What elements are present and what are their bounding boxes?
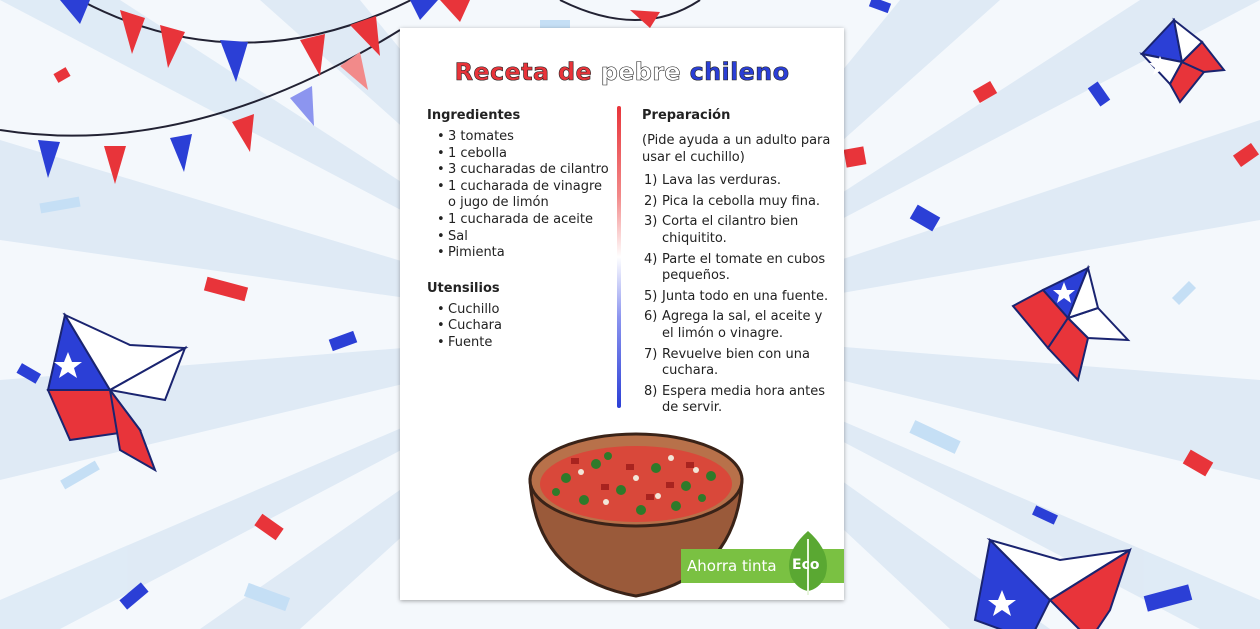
step-item xyxy=(642,289,837,306)
ingredient-item: • Sal xyxy=(427,229,612,246)
preparation-column xyxy=(642,108,837,421)
title-part-receta: Receta xyxy=(454,58,550,86)
preparation-note: (Pide ayuda a un adulto para usar el cuchillo) xyxy=(642,133,831,165)
step-item xyxy=(642,384,837,417)
recipe-card xyxy=(400,28,844,600)
eco-badge-text: Ahorra tinta xyxy=(687,557,777,575)
utensil-item: • Cuchara xyxy=(427,318,612,335)
step-number: 7) xyxy=(644,346,658,362)
utensils-heading: Utensilios xyxy=(427,280,500,296)
step-number: 2) xyxy=(644,193,658,209)
step-text: Pica la cebolla muy fina. xyxy=(662,193,821,209)
ingredient-item: • 1 cucharada de aceite xyxy=(427,212,612,229)
utensil-item: • Fuente xyxy=(427,335,612,352)
step-item xyxy=(642,194,837,211)
step-number: 8) xyxy=(644,383,658,399)
step-number: 3) xyxy=(644,214,658,230)
ingredient-item: • 3 tomates xyxy=(427,129,612,146)
step-text: Agrega la sal, el aceite y el limón o vinagre. xyxy=(662,309,823,341)
steps-list xyxy=(642,173,837,417)
step-text: Espera media hora antes de servir. xyxy=(662,383,826,416)
ingredient-item: • Pimienta xyxy=(427,245,612,262)
ingredient-item: • 1 cebolla xyxy=(427,146,612,163)
eco-badge xyxy=(681,549,844,583)
title-part-chileno: chileno xyxy=(689,58,790,86)
ingredient-item: • 1 cucharada de vinagre o jugo de limón xyxy=(427,179,612,212)
step-item xyxy=(642,173,837,190)
step-number: 6) xyxy=(644,309,658,325)
preparation-heading: Preparación xyxy=(642,108,731,123)
step-item xyxy=(642,214,837,247)
ingredient-item: • 3 cucharadas de cilantro xyxy=(427,162,612,179)
pinwheel-right-bottom xyxy=(975,540,1130,629)
recipe-title xyxy=(400,58,844,86)
ingredients-list xyxy=(427,129,612,262)
column-divider xyxy=(617,106,621,408)
title-part-de: de xyxy=(549,58,601,86)
ingredients-column xyxy=(427,108,612,352)
utensil-item: • Cuchillo xyxy=(427,302,612,319)
step-number: 1) xyxy=(644,173,658,189)
step-text: Junta todo en una fuente. xyxy=(662,288,829,304)
eco-label: Eco xyxy=(792,557,820,573)
step-item xyxy=(642,309,837,342)
step-number: 4) xyxy=(644,251,658,267)
step-item xyxy=(642,347,837,380)
step-text: Lava las verduras. xyxy=(662,173,781,189)
step-number: 5) xyxy=(644,288,658,304)
step-text: Corta el cilantro bien chiquitito. xyxy=(662,214,799,246)
step-text: Parte el tomate en cubos pequeños. xyxy=(662,251,826,284)
utensils-list xyxy=(427,302,612,352)
title-part-pebre: pebre xyxy=(600,58,690,86)
ingredients-heading: Ingredientes xyxy=(427,108,521,123)
step-item xyxy=(642,252,837,285)
step-text: Revuelve bien con una cuchara. xyxy=(662,346,810,379)
